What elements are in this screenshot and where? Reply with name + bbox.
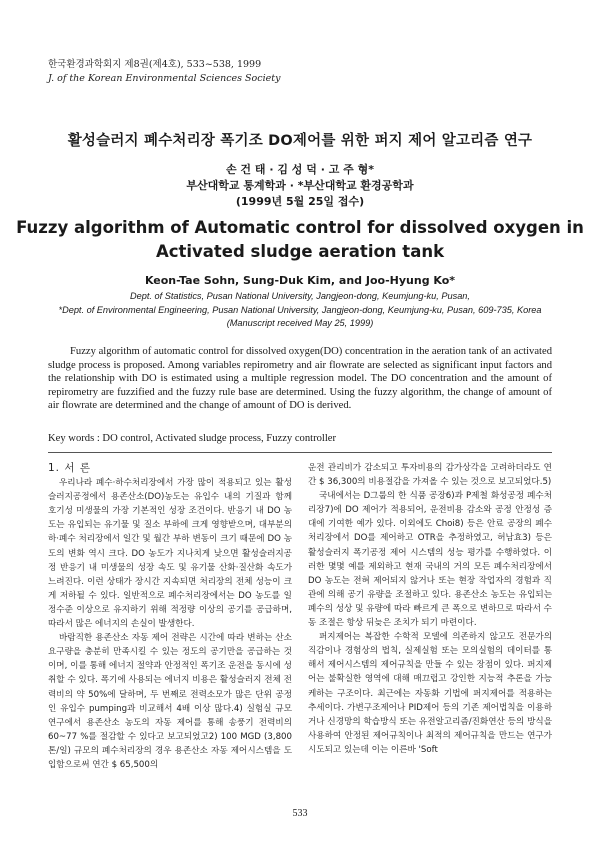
korean-affiliation: 부산대학교 통계학과 · *부산대학교 환경공학과 — [186, 179, 414, 192]
korean-author-names: 손 건 태 · 김 성 덕 · 고 주 형* — [225, 163, 375, 176]
abstract: Fuzzy algorithm of automatic control for dissolved oxygen(DO) concentration in the aeration tank of an activated sludge process is proposed. Among variables repirometry and air flowrate are selected as significant input factors and the relationship with DO is estimated using a multiple regression model. The DO concentration and the amount of repirometry are fuzzified and the fuzzy rule base are determined. Using the fuzzy algorithm, the change of amount of air flowrate are determined and the change of amount of DO is derived. — [48, 346, 552, 411]
body-paragraph: 바람직한 용존산소 자동 제어 전략은 시간에 따라 변하는 산소 요구량을 충분히 만족시킬 수 있는 정도의 공기만을 공급하는 것이며, 이를 통해 에너지 절약과 안정적인 폭기조 운전을 동시에 성취할 수 있다. 폭기에 사용되는 에너지 비용은 활성슬러지 전체 전력비의 약 50%에 달하며, 두 번째로 전력소모가 많은 단위 공정인 유입수 pumping과 비교해서 4배 이상 많다.4) 실험실 규모 연구에서 용존산소 농도의 자동 제어를 통해 송풍기 전력비의 60~77 %를 절감할 수 있다고 보고되었고2) 100 MGD (3,800 톤/일) 규모의 폐수처리장의 경우 용존산소 자동 제어시스템을 도입함으로써 연간 $ 65,500의 — [48, 633, 292, 770]
affiliation-line1: Dept. of Statistics, Pusan National University, Jangjeon-dong, Keumjung-ku, Pusan, — [130, 291, 470, 301]
page-number: 533 — [292, 808, 308, 819]
journal-name: J. of the Korean Environmental Sciences Society — [48, 73, 281, 84]
journal-volume-line: 한국환경과학회지 제8권(제4호), 533~538, 1999 — [48, 59, 262, 70]
korean-received-date: (1999년 5월 25일 접수) — [235, 195, 365, 208]
section-divider — [48, 452, 552, 453]
english-affiliations — [0, 290, 600, 331]
body-paragraph: 퍼지제어는 복잡한 수학적 모델에 의존하지 않고도 전문가의 직감이나 경험상의 법칙, 실제실험 또는 모의실험의 데이터를 통해서 제어시스템의 제어규칙을 만들 수 있는 장점이 있다. 퍼지제어는 불확실한 영역에 대해 매끄럽고 강인한 지능적 추론을 가능케하는 구조이다. 최근에는 자동화 기법에 퍼지제어를 적용하는 추세이다. 가변구조제어나 PID제어 등의 기존 제어법칙을 이용하거나 신경망의 학습방식 또는 유전알고리즘/진화연산 등의 방식을 사용하여 안정된 제어규칙이나 최적의 제어규칙을 만드는 연구가 시도되고 있는데 이는 이른바 'Soft — [308, 632, 552, 755]
right-column — [308, 461, 552, 757]
english-author-names: Keon-Tae Sohn, Sung-Duk Kim, and Joo-Hyung Ko* — [144, 274, 456, 287]
manuscript-received: (Manuscript received May 25, 1999) — [226, 318, 374, 328]
english-title — [0, 216, 600, 264]
body-paragraph: 우리나라 폐수·하수처리장에서 가장 많이 적용되고 있는 활성슬러지공정에서 용존산소(DO)농도는 유입수 내의 기질과 함께 호기성 미생물의 가장 기본적인 성장 조건이다. 반응기 내 DO 농도는 유입되는 유기물 및 질소 부하에 크게 영향받으며, 대부분의 하·폐수 처리장에서 일간 및 월간 부하 변동이 크기 때문에 DO 농도의 변화 역시 크다. DO 농도가 지나치게 낮으면 활성슬러지공정 반응기 내 미생물의 성장 속도 및 유기물 산화·질산화 속도가 느려진다. 이런 상태가 장시간 지속되면 처리장의 전체 성능이 크게 저하될 수 있다. 일반적으로 폐수처리장에서는 DO 농도를 일정수준 이상으로 유지하기 위해 적정량 이상의 공기를 공급하며, 따라서 많은 에너지의 손실이 발생한다. — [48, 478, 292, 630]
body-paragraph: 국내에서는 D그룹의 한 식품 공장6)과 P제철 화성공정 폐수처리장7)에 DO 제어가 적용되어, 운전비용 감소와 공정 안정성 증대에 기여한 예가 있다. 이외에도 Choi8) 등은 안료 공장의 폐수처리장에서 DO를 제어하고 OTR을 추정하였고, 허남효3) 등은 활성슬러지 폭기공정 제어 시스템의 성능 평가를 수행하였다. 이러한 몇몇 예를 제외하고 현재 국내의 거의 모든 폐수처리장에서 DO 농도는 전혀 제어되지 않거나 또는 현장 작업자의 경험과 직관에 의해 공기 유량을 조절하고 있다. 용존산소 농도는 유입되는 폐수의 성상 및 유량에 따라 빠르게 큰 폭으로 변하므로 따라서 수동 조절은 항상 뒤늦은 조치가 되기 마련이다. — [308, 491, 552, 629]
left-column — [48, 461, 292, 772]
keywords: Key words : DO control, Activated sludge process, Fuzzy controller — [48, 433, 337, 444]
journal-header — [48, 58, 280, 86]
korean-title: 활성슬러지 폐수처리장 폭기조 DO제어를 위한 퍼지 제어 알고리즘 연구 — [67, 133, 533, 149]
korean-author-block — [0, 162, 600, 210]
english-title-line2: Activated sludge aeration tank — [155, 242, 445, 261]
body-paragraph: 운전 관리비가 감소되고 투자비용의 감가상각을 고려하더라도 연간 $ 36,300의 비용절감을 가져올 수 있는 것으로 보고되었다.5) — [308, 463, 552, 488]
english-title-line1: Fuzzy algorithm of Automatic control for dissolved oxygen in — [16, 218, 584, 237]
section-title: 1. 서 론 — [48, 462, 91, 474]
affiliation-line2: *Dept. of Environmental Engineering, Pusan National University, Jangjeon-dong, Keumjung-ku, Pusan, 609-735, Korea — [58, 304, 542, 315]
